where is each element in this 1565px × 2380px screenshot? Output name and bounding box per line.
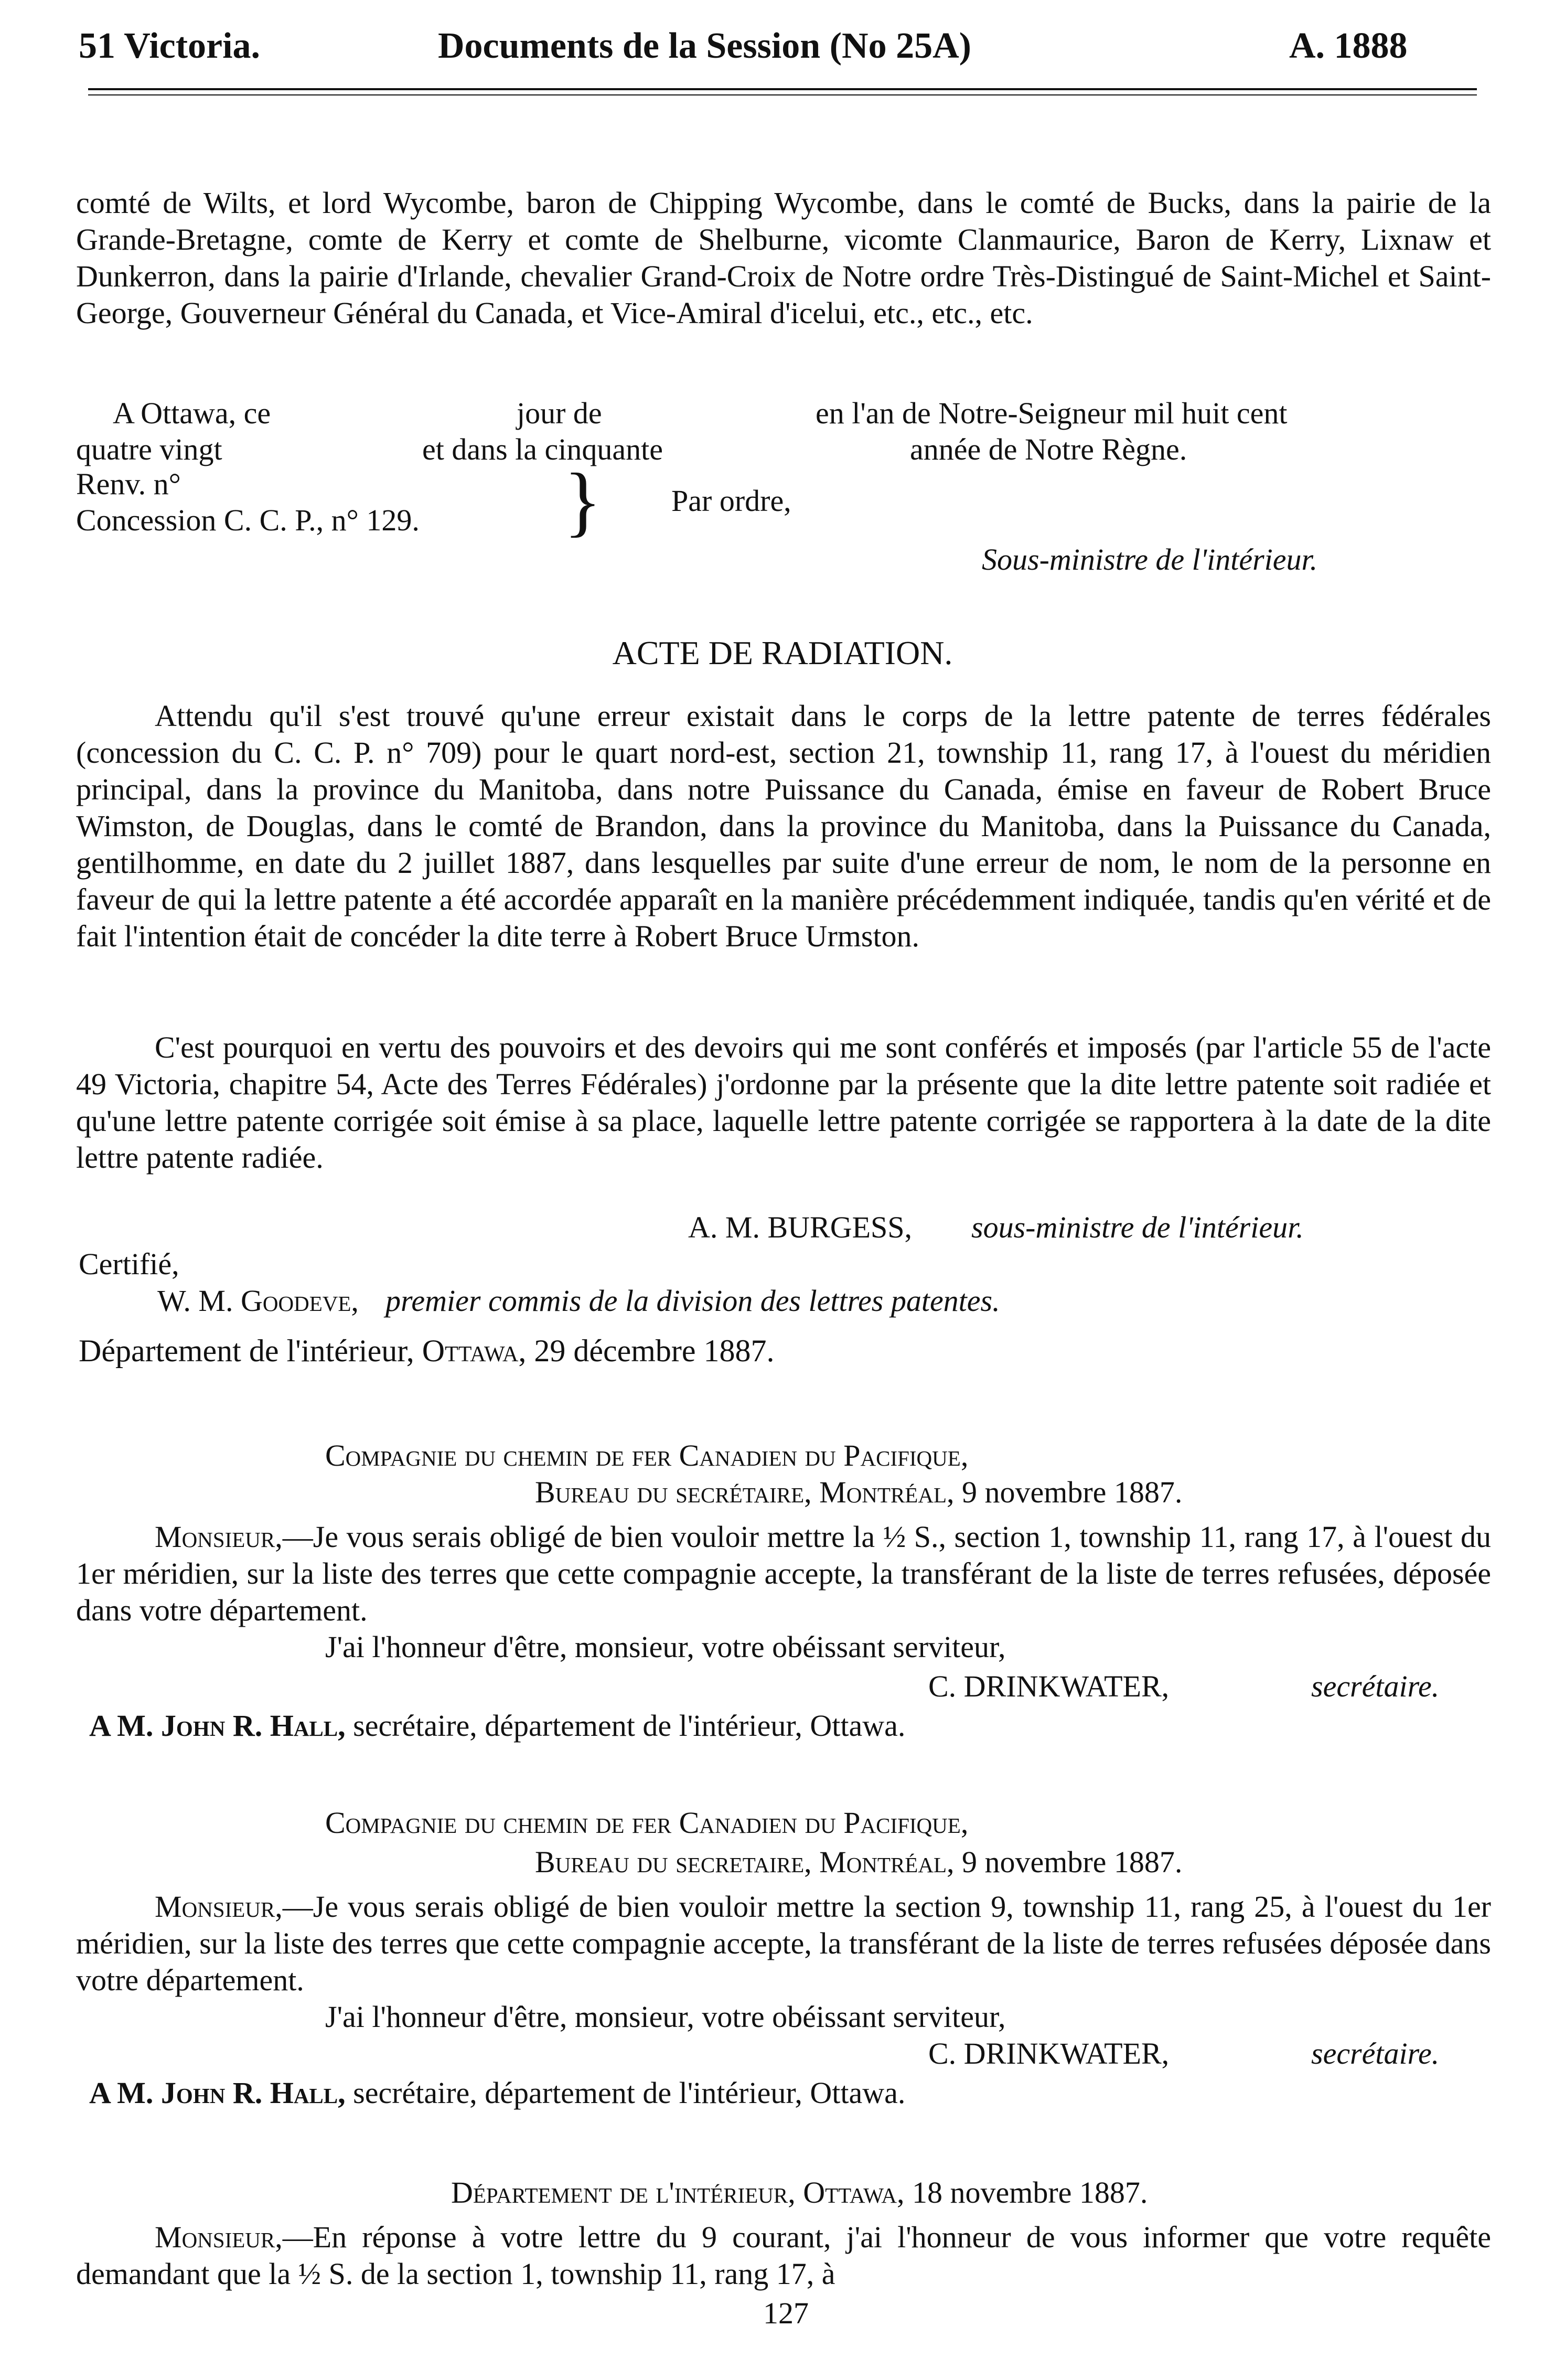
dept-date-b: Ottawa, [422, 1333, 527, 1368]
acte-paragraph-1: Attendu qu'il s'est trouvé qu'une erreur existait dans le corps de la lettre patente de terres fédérales (concession du C. C. P. n° 709) pour le quart nord-est, section 21, township 11, rang 17, à l'ouest du méridien principal, dans la province du Manitoba, dans notre Puissance du Canada, émise en faveur de Robert Bruce Wimston, de Douglas, dans le comté de Brandon, dans la province du Manitoba, dans la Puissance du Canada, gentilhomme, en date du 2 juillet 1887, dans lesquelles par suite d'une erreur de nom, le nom de la personne en faveur de qui la lettre patente a été accordée apparaît en la manière précédemment indiquée, tandis qu'en vérité et de fait l'intention était de concéder la dite terre à Robert Bruce Urmston. [76, 699, 1491, 953]
letter2-to-line [89, 2075, 905, 2111]
letter2-body-paragraph [76, 1888, 1491, 1999]
acte-paragraph-2: C'est pourquoi en vertu des pouvoirs et des devoirs qui me sont conférés et imposés (par l'article 55 de l'acte 49 Victoria, chapitre 54, Acte des Terres Fédérales) j'ordonne par la présente que la dite lettre patente soit radiée et qu'une lettre patente corrigée soit émise à sa place, laquelle lettre patente corrigée se rapportera à la date de la dite lettre patente radiée. [76, 1030, 1491, 1175]
letter1-signer-title: secrétaire. [1311, 1669, 1440, 1703]
letter1-signer: C. DRINKWATER, [928, 1669, 1170, 1703]
letter2-head2-date: 9 novembre 1887. [962, 1845, 1183, 1879]
letter2-closing: J'ai l'honneur d'être, monsieur, votre obéissant serviteur, [325, 2000, 1006, 2034]
header-left: 51 Victoria. [79, 26, 261, 66]
dept-date-a: Département de l'intérieur, [79, 1333, 414, 1368]
letter1-head2-date: 9 novembre 1887. [962, 1475, 1183, 1509]
date-line2-c: année de Notre Règne. [910, 432, 1187, 466]
header-right: A. 1888 [1289, 26, 1408, 66]
date-line2-b: et dans la cinquante [422, 432, 663, 466]
letter3-head-line [451, 2174, 1148, 2211]
header-center: Documents de la Session (No 25A) [438, 26, 971, 66]
letter2-to-b: secrétaire, département de l'intérieur, Ottawa. [353, 2076, 906, 2110]
letter1-head1: Compagnie du chemin de fer Canadien du Pacifique, [325, 1438, 969, 1472]
letter2-head1: Compagnie du chemin de fer Canadien du Pacifique, [325, 1806, 969, 1840]
par-ordre: Par ordre, [671, 484, 791, 518]
letter2-head2-line [535, 1844, 1182, 1881]
sous-ministre-signature: Sous-ministre de l'intérieur. [982, 542, 1318, 577]
letter2-body: —Je vous serais obligé de bien vouloir mettre la section 9, township 11, rang 25, à l'ouest du 1er méridien, sur la liste des terres que cette compagnie accepte, la transférant de la liste de terres refusées déposée dans votre département. [76, 1890, 1491, 1997]
letter3-head: Département de l'intérieur, Ottawa, [451, 2175, 905, 2210]
letter2-to-a: A M. John R. Hall, [89, 2076, 346, 2110]
letter1-to-b: secrétaire, département de l'intérieur, Ottawa. [353, 1709, 906, 1743]
burgess-title: sous-ministre de l'intérieur. [971, 1210, 1304, 1244]
date-line-a: A Ottawa, ce [113, 396, 271, 430]
letter1-salutation: Monsieur, [155, 1520, 283, 1554]
renv-label: Renv. n° [76, 467, 181, 501]
date-line2-a: quatre vingt [76, 432, 222, 466]
letter3-body-paragraph [76, 2219, 1491, 2292]
letter3-head-date: 18 novembre 1887. [912, 2175, 1148, 2210]
letter1-head2-line [535, 1474, 1182, 1511]
dept-date-line [79, 1332, 775, 1369]
letter1-body: —Je vous serais obligé de bien vouloir mettre la ½ S., section 1, township 11, rang 17, à l'ouest du 1er méridien, sur la liste des terres que cette compagnie accepte, la transférant de la liste de terres refusées, déposée dans votre département. [76, 1520, 1491, 1627]
header-rule-thin [88, 94, 1477, 95]
brace-symbol: } [564, 457, 602, 545]
letter3-body: —En réponse à votre lettre du 9 courant, j'ai l'honneur de vous informer que votre requête demandant que la ½ S. de la section 1, township 11, rang 17, à [76, 2220, 1491, 2291]
letter1-closing: J'ai l'honneur d'être, monsieur, votre obéissant serviteur, [325, 1630, 1006, 1664]
letter2-head2: Bureau du secretaire, Montréal, [535, 1845, 955, 1879]
letter1-body-paragraph [76, 1519, 1491, 1629]
concession-label: Concession C. C. P., n° 129. [76, 503, 420, 537]
header-rule-thick [88, 88, 1477, 90]
burgess-name: A. M. BURGESS, [688, 1210, 913, 1244]
letter2-signer: C. DRINKWATER, [928, 2036, 1170, 2071]
letter3-salutation: Monsieur, [155, 2220, 283, 2254]
letter1-to-line [89, 1707, 905, 1744]
certifie-label: Certifié, [79, 1247, 179, 1281]
page-number: 127 [763, 2296, 809, 2330]
acte-title: ACTE DE RADIATION. [612, 634, 953, 671]
continuation-paragraph: comté de Wilts, et lord Wycombe, baron de Chipping Wycombe, dans le comté de Bucks, dans la pairie de la Grande-Bretagne, comte de Kerry et comte de Shelburne, vicomte Clanmaurice, Baron de Kerry, Lixnaw et Dunkerron, dans la pairie d'Irlande, chevalier Grand-Croix de Notre ordre Très-Distingué de Saint-Michel et Saint-George, Gouverneur Général du Canada, et Vice-Amiral d'icelui, etc., etc., etc. [76, 186, 1491, 330]
letter1-head2: Bureau du secrétaire, Montréal, [535, 1475, 955, 1509]
dept-date-c: 29 décembre 1887. [534, 1333, 775, 1368]
letter1-to-a: A M. John R. Hall, [89, 1709, 346, 1743]
goodeve-name: W. M. Goodeve, [157, 1284, 359, 1318]
goodeve-title: premier commis de la division des lettres patentes. [385, 1284, 1000, 1318]
letter2-salutation: Monsieur, [155, 1890, 283, 1924]
letter2-signer-title: secrétaire. [1311, 2036, 1440, 2071]
date-line-c: en l'an de Notre-Seigneur mil huit cent [816, 396, 1288, 430]
date-line-b: jour de [517, 396, 602, 430]
